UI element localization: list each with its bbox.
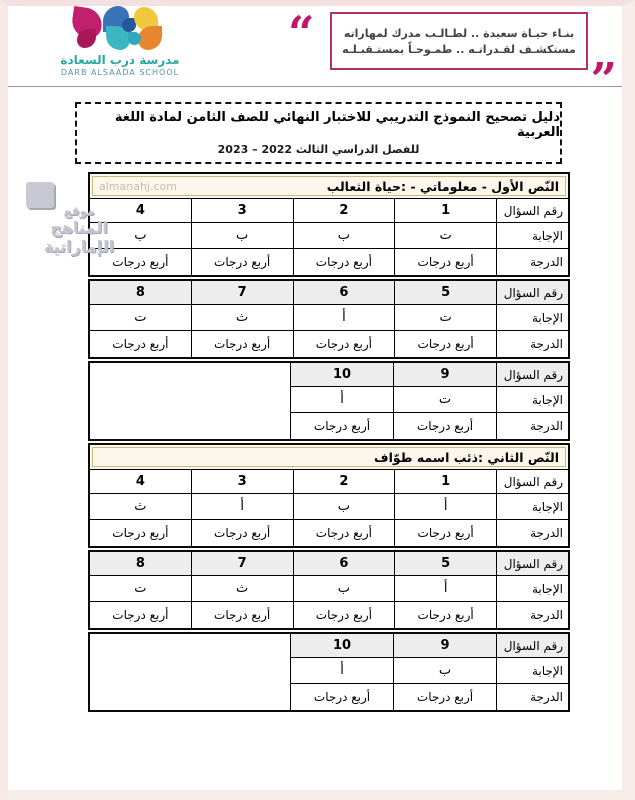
table-row-ans [90, 575, 568, 601]
table-row-grd [90, 330, 568, 357]
table-row-ans [90, 493, 568, 519]
section-header [90, 174, 568, 199]
watermark-word-top: موقع [63, 204, 95, 218]
question-number-cell: 8 [90, 552, 191, 575]
section-block [88, 279, 570, 359]
grade-cell: أربع درجات [293, 249, 395, 275]
grade-cell: أربع درجات [90, 520, 191, 546]
answer-cell: ب [293, 494, 395, 519]
row-label: رقم السؤال [496, 470, 568, 493]
answer-cell: ث [191, 305, 293, 330]
question-number-cell: 10 [290, 634, 393, 657]
section-block [88, 361, 570, 441]
row-label: الإجابة [496, 658, 568, 683]
answer-cell: أ [290, 658, 393, 683]
row-label: رقم السؤال [496, 199, 568, 222]
grade-cell: أربع درجات [293, 331, 395, 357]
answer-cell: ث [90, 494, 191, 519]
question-number-cell: 8 [90, 281, 191, 304]
grade-cell: أربع درجات [394, 249, 496, 275]
grade-cell: أربع درجات [393, 413, 496, 439]
question-number-cell: 6 [293, 552, 395, 575]
section-block [88, 550, 570, 630]
table-row-ans [290, 657, 568, 683]
question-number-cell: 9 [393, 634, 496, 657]
table-row-ans [90, 304, 568, 330]
table-row-grd [90, 519, 568, 546]
table-row-num [90, 470, 568, 493]
row-label: رقم السؤال [496, 634, 568, 657]
row-label: الدرجة [496, 249, 568, 275]
table-row-grd [290, 683, 568, 710]
answer-cell: أ [394, 494, 496, 519]
row-label: الإجابة [496, 387, 568, 412]
question-number-cell: 6 [293, 281, 395, 304]
answer-key-tables [88, 172, 570, 714]
table-row-grd [90, 248, 568, 275]
question-number-cell: 4 [90, 199, 191, 222]
grade-cell: أربع درجات [290, 684, 393, 710]
question-number-cell: 7 [191, 281, 293, 304]
motto-line-2: مستكشـف لقـدراتـه .. طمـوحـاً بمستـقبـلـه [342, 42, 576, 56]
row-label: رقم السؤال [496, 363, 568, 386]
row-label: الدرجة [496, 684, 568, 710]
answer-cell: أ [290, 387, 393, 412]
table-row-num [90, 199, 568, 222]
question-number-cell: 5 [394, 281, 496, 304]
grade-cell: أربع درجات [90, 331, 191, 357]
answer-cell: أ [191, 494, 293, 519]
answer-cell: ت [90, 576, 191, 601]
school-logo-icon [70, 6, 170, 50]
row-label: رقم السؤال [496, 281, 568, 304]
grade-cell: أربع درجات [90, 602, 191, 628]
question-number-cell: 9 [393, 363, 496, 386]
section-block [88, 172, 570, 277]
grade-cell: أربع درجات [394, 331, 496, 357]
question-number-cell: 10 [290, 363, 393, 386]
section-title: النّص الثاني :ذئب اسمه طوّاف [374, 449, 559, 465]
table-row-num [290, 363, 568, 386]
open-quote-icon: “ [288, 6, 315, 60]
watermark-word-main: المناهج الإماراتية [43, 218, 115, 256]
row-label: الإجابة [496, 494, 568, 519]
document-title-box [75, 102, 562, 164]
row-label: الإجابة [496, 576, 568, 601]
answer-cell: ب [191, 223, 293, 248]
row-label: رقم السؤال [496, 552, 568, 575]
row-label: الدرجة [496, 520, 568, 546]
grade-cell: أربع درجات [191, 602, 293, 628]
row-label: الدرجة [496, 602, 568, 628]
question-number-cell: 3 [191, 470, 293, 493]
grade-cell: أربع درجات [293, 520, 395, 546]
question-number-cell: 4 [90, 470, 191, 493]
motto-line-1: بنـاء حيـاة سعيدة .. لطـالـب مدرك لمهاراته [343, 26, 575, 40]
grade-cell: أربع درجات [191, 331, 293, 357]
empty-table-area [90, 363, 290, 439]
answer-cell: ب [293, 223, 395, 248]
document-title: دليل تصحيح النموذج التدريبي للاختبار النهائي للصف الثامن لمادة اللغة العربية [114, 110, 560, 140]
row-label: الدرجة [496, 331, 568, 357]
row-label: الإجابة [496, 223, 568, 248]
answer-cell: ت [394, 223, 496, 248]
question-number-cell: 3 [191, 199, 293, 222]
watermark-site-text: almanahj.com [99, 179, 177, 193]
school-logo [55, 6, 185, 84]
section-block [88, 632, 570, 712]
grade-cell: أربع درجات [90, 249, 191, 275]
grade-cell: أربع درجات [290, 413, 393, 439]
grade-cell: أربع درجات [393, 684, 496, 710]
answer-cell: ب [293, 576, 395, 601]
table-row-num [90, 552, 568, 575]
table-row-ans [90, 222, 568, 248]
question-number-cell: 1 [394, 470, 496, 493]
page-header [0, 4, 635, 86]
document-subtitle: للفصل الدراسي الثالث 2022 – 2023 [217, 143, 420, 156]
row-label: الإجابة [496, 305, 568, 330]
answer-cell: أ [293, 305, 395, 330]
row-label: الدرجة [496, 413, 568, 439]
question-number-cell: 5 [394, 552, 496, 575]
school-name-english: DARB ALSAADA SCHOOL [60, 68, 180, 77]
close-quote-icon: “ [590, 30, 617, 84]
header-divider [0, 86, 622, 87]
grade-cell: أربع درجات [394, 520, 496, 546]
table-row-grd [290, 412, 568, 439]
answer-cell: ب [393, 658, 496, 683]
answer-cell: ب [90, 223, 191, 248]
table-row-ans [290, 386, 568, 412]
question-number-cell: 1 [394, 199, 496, 222]
answer-cell: ت [90, 305, 191, 330]
table-row-num [90, 281, 568, 304]
section-title: النّص الأول - معلوماتي - :حياة الثعالب [326, 178, 559, 194]
table-row-num [290, 634, 568, 657]
table-row-grd [90, 601, 568, 628]
watermark-stamp-icon [26, 182, 54, 208]
empty-table-area [90, 634, 290, 710]
school-name-arabic: مدرسة درب السعادة [60, 53, 180, 67]
answer-cell: ت [394, 305, 496, 330]
grade-cell: أربع درجات [191, 249, 293, 275]
motto-quote-box [330, 12, 588, 70]
section-block [88, 443, 570, 548]
section-header [90, 445, 568, 470]
grade-cell: أربع درجات [191, 520, 293, 546]
answer-cell: ث [191, 576, 293, 601]
question-number-cell: 2 [293, 199, 395, 222]
grade-cell: أربع درجات [293, 602, 395, 628]
answer-cell: ت [393, 387, 496, 412]
grade-cell: أربع درجات [394, 602, 496, 628]
question-number-cell: 2 [293, 470, 395, 493]
question-number-cell: 7 [191, 552, 293, 575]
answer-cell: أ [394, 576, 496, 601]
